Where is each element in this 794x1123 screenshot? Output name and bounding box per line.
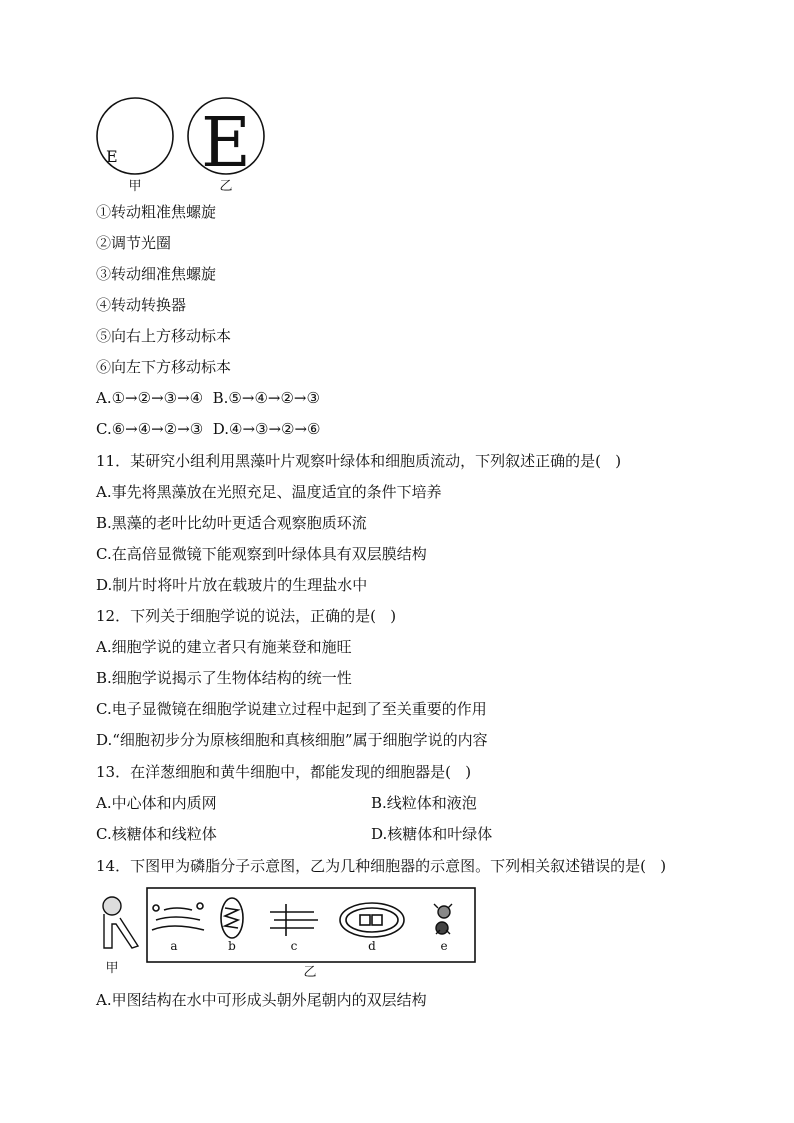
mitochondrion-icon <box>221 898 243 938</box>
organelle-box <box>147 888 475 962</box>
answer-option: A.中心体和内质网 <box>96 794 217 812</box>
question-stem-12: 12．下列关于细胞学说的说法，正确的是( ) <box>96 607 397 625</box>
answer-option: A.甲图结构在水中可形成头朝外尾朝内的双层结构 <box>96 991 427 1009</box>
organelle-label-c: c <box>290 939 298 953</box>
chloroplast-icon <box>340 903 404 937</box>
label-yi: 乙 <box>303 965 317 980</box>
label-jia: 甲 <box>105 961 119 976</box>
question-stem-11: 11．某研究小组利用黑藻叶片观察叶绿体和细胞质流动，下列叙述正确的是( ) <box>96 452 622 470</box>
answer-option: A.事先将黑藻放在光照充足、温度适宜的条件下培养 <box>96 483 442 501</box>
answer-option: B.细胞学说揭示了生物体结构的统一性 <box>96 669 352 687</box>
organelle-figure <box>92 884 492 982</box>
endoplasmic-reticulum-icon <box>270 904 318 936</box>
answer-option: D.“细胞初步分为原核细胞和真核细胞”属于细胞学说的内容 <box>96 731 488 749</box>
organelle-label-e: e <box>440 939 448 953</box>
question-stem-14: 14．下图甲为磷脂分子示意图，乙为几种细胞器的示意图。下列相关叙述错误的是( ) <box>96 857 667 875</box>
answer-option-row: A.①→②→③→④ B.⑤→④→②→③ <box>96 389 320 407</box>
centrosome-icon <box>434 904 452 934</box>
organelle-label-a: a <box>170 939 178 953</box>
answer-option-row: C.⑥→④→②→③ D.④→③→②→⑥ <box>96 420 321 438</box>
step-item: ②调节光圈 <box>96 234 172 252</box>
step-item: ①转动粗准焦螺旋 <box>96 203 217 221</box>
step-item: ③转动细准焦螺旋 <box>96 265 217 283</box>
golgi-apparatus-icon <box>152 903 204 930</box>
organelle-label-b: b <box>228 939 236 953</box>
step-item: ⑥向左下方移动标本 <box>96 358 232 376</box>
answer-option: B.黑藻的老叶比幼叶更适合观察胞质环流 <box>96 514 367 532</box>
answer-option: B.线粒体和液泡 <box>371 794 477 812</box>
organelle-label-d: d <box>368 939 376 953</box>
answer-option: D.制片时将叶片放在载玻片的生理盐水中 <box>96 576 368 594</box>
big-e-letter: E <box>201 104 251 183</box>
microscope-field-figure <box>92 92 272 196</box>
answer-option: A.细胞学说的建立者只有施莱登和施旺 <box>96 638 352 656</box>
question-stem-13: 13．在洋葱细胞和黄牛细胞中，都能发现的细胞器是( ) <box>96 763 472 781</box>
phospholipid-molecule <box>103 897 138 948</box>
answer-option: D.核糖体和叶绿体 <box>371 825 493 843</box>
label-yi: 乙 <box>219 179 233 194</box>
step-item: ⑤向右上方移动标本 <box>96 327 232 345</box>
answer-option: C.核糖体和线粒体 <box>96 825 217 843</box>
answer-option: C.电子显微镜在细胞学说建立过程中起到了至关重要的作用 <box>96 700 487 718</box>
label-jia: 甲 <box>128 179 142 194</box>
answer-option: C.在高倍显微镜下能观察到叶绿体具有双层膜结构 <box>96 545 427 563</box>
step-item: ④转动转换器 <box>96 296 187 314</box>
small-e-letter: E <box>106 147 118 166</box>
